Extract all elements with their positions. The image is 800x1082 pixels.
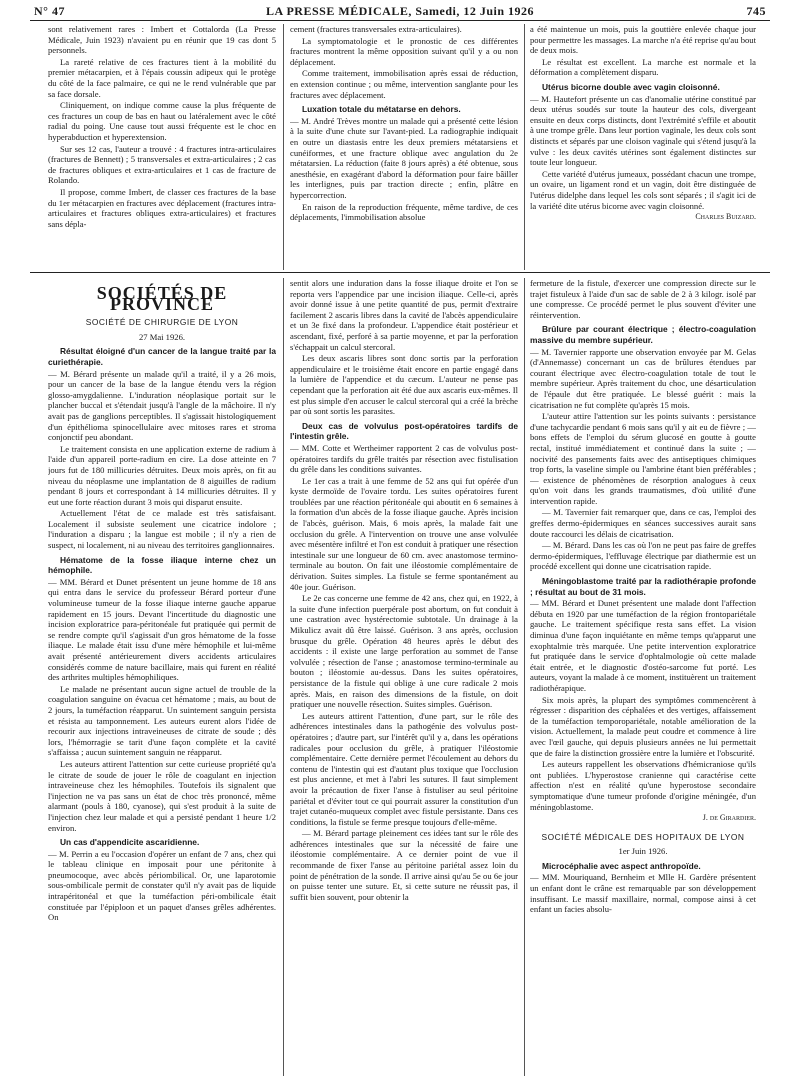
- paragraph: — M. André Trèves montre un malade qui a présenté cette lésion à la suite d'une chute sur l'avant-pied. La radiographie indiquait en outre un diastasis entre les deux premiers métatarsiens et cunéiformes, et une fracture oblique avec angulation du 2e métatarsien. La réduction (faite 8 jours après) a été obtenue, sous anesthésie, en exagérant d'abord la déformation pour faire bâiller les interlignes, puis par traction directe ; enfin, plâtre en hypercorrection.: [290, 115, 518, 200]
- article-heading: Résultat éloigné d'un cancer de la langue traité par la curiethérapie.: [48, 346, 276, 367]
- paragraph: fermeture de la fistule, d'exercer une compression directe sur le trajet fistuleux à l'aide d'un sac de sable de 2 à 3 kilogr. isolé par une compresse. Ce procédé permet le plus souvent d'éviter une réintervention.: [530, 278, 756, 320]
- page-number: 745: [746, 4, 766, 18]
- paragraph: — MM. Bérard et Dunet présentent un jeune homme de 18 ans qui entra dans le service du professeur Bérard porteur d'une volumineuse tumeur de la fosse iliaque interne gauche apparue rapidement en 15 jours. Devant l'incertitude du diagnostic une incision exploratrice para-péritonéale fut pratiquée qui permit de se rendre compte qu'il s'agissait d'un gros hématome de la fosse iliaque. Le malade était issu d'une mère hémophile et lui-même avait présenté antérieurement divers accidents articulaires considérés comme de nature bacillaire, mais qui furent en réalité des arthrites multiples hémophiliques.: [48, 576, 276, 683]
- paragraph: — MM. Cotte et Wertheimer rapportent 2 cas de volvulus post-opératoires tardifs du grêle traités par résection avec fistulisation du grêle dans les conditions suivantes.: [290, 442, 518, 475]
- article-heading: Microcéphalie avec aspect anthropoïde.: [542, 860, 701, 871]
- paragraph: — M. Perrin a eu l'occasion d'opérer un enfant de 7 ans, chez qui le tableau clinique en imposait pour une péritonite à pneumocoque, avec abcès périombilical. Or, une laparotomie sous-ombilicale permit de constater qu'il n'y avait pas de liquide intrapéritonéal et que la tuméfaction péri-ombilicale était constituée par l'épiploon et un paquet d'anses grêles adhérentes. On: [48, 848, 276, 923]
- society-title: SOCIÉTÉ MÉDICALE DES HOPITAUX DE LYON: [541, 831, 745, 842]
- paragraph: — M. Tavernier rapporte une observation envoyée par M. Gelas (d'Annemasse) concernant un cas de brûlures étendues par courant électrique avec électro-coagulation totale de tout le membre supérieur. Après traitement du choc, une désarticulation de l'épaule dut être pratiquée. Le blessé guérit : mais la cicatrisation ne fut complète qu'après 15 mois.: [530, 346, 756, 410]
- paragraph: Il propose, comme Imbert, de classer ces fractures de la base du 1er métacarpien en fractures avec déplacement (fractures intra-articulaires et fractures obliques extra-articulaires) et fractures sans dépla-: [48, 186, 276, 229]
- paragraph: Comme traitement, immobilisation après essai de réduction, en extension continue ; ou même, intervention sanglante pour les fractures avec déplacement.: [290, 68, 518, 100]
- paragraph: Le traitement consista en une application externe de radium à l'aide d'un appareil porte-radium en cire. La dose atteinte en 7 jours fut de 180 millicuries détruites. Deux mois après, on fit au niveau du néoplasme une implantation de 8 aiguilles de radium pendant 8 jours et correspondant à 14 millicuries détruites. Il y eut une forte réaction durant 3 mois qui disparut ensuite.: [48, 443, 276, 507]
- bottom-column-1: [48, 278, 276, 1076]
- paragraph: — MM. Bérard et Dunet présentent une malade dont l'affection débuta en 1920 par une tuméfaction de la région frontopariétale gauche. Le traitement spécifique resta sans effet. La vision diminua d'une façon inquiétante en même temps qu'apparut une exophtalmie très marquée. Une petite intervention exploratrice fut pratiquée dans le service d'ophtalmologie où cette malade était entrée, et le diagnostic d'ostéo-sarcome fut porté. Les auteurs, voyant la malade à ce moment, instituèrent un traitement radiothérapique.: [530, 598, 756, 693]
- paragraph: La symptomatologie et le pronostic de ces différentes fractures montrent la même opposition suivant qu'il y a ou non déplacement.: [290, 35, 518, 67]
- paragraph: En raison de la reproduction fréquente, même tardive, de ces déplacements, l'immobilisation absolue: [290, 201, 518, 223]
- paragraph: Les auteurs attirent l'attention, d'une part, sur le rôle des adhérences intestinales dans la pathogénie des volvulus post-opératoires ; d'autre part, sur l'intérêt qu'il y a, dans les opérations radicales pour occlusion du grêle, à pratiquer l'iléostomie complémentaire. Cette dernière permet l'écoulement au dehors du contenu de l'intestin qui est d'autant plus toxique que l'occlusion est plus ancienne, et met à l'abri les sutures. Il faut simplement avoir la précaution de fixer l'anse à fistuliser au seul péritoine pariétal et d'éviter tout ce qui pourrait assurer la constitution d'un trajet cutanéo-muqueux complet avec fistule persistante. Dans ces conditions, la fistule se ferme presque toujours d'elle-même.: [290, 710, 518, 827]
- paragraph: — MM. Mouriquand, Bernheim et Mlle H. Gardère présentent un enfant dont le crâne est remarquable par son développement insuffisant. Le massif maxillaire, normal, compose ainsi à cet enfant un facies absolu-: [530, 872, 756, 915]
- top-column-2: [290, 24, 518, 272]
- article-heading: Deux cas de volvulus post-opératoires tardifs de l'intestin grêle.: [290, 420, 518, 442]
- article-heading: Brûlure par courant électrique ; électro-coagulation massive du membre supérieur.: [530, 324, 756, 345]
- paragraph: sont relativement rares : Imbert et Cottalorda (La Presse Médicale, Juin 1923) n'avaient pu en réunir que 19 cas dont 5 personnels.: [48, 24, 276, 56]
- article-heading: Hématome de la fosse iliaque interne chez un hémophile.: [48, 554, 276, 576]
- author-signature: J. de Girardier.: [702, 813, 756, 823]
- bottom-column-2: [290, 278, 518, 1076]
- article-heading: Un cas d'appendicite ascaridienne.: [60, 837, 200, 848]
- paragraph: — M. Bérard partage pleinement ces idées tant sur le rôle des adhérences intestinales que sur la nécessité de faire une iléostomie complémentaire. A ce dernier point de vue il recommande de fixer l'anse au péritoine pariétal assez loin du point de pénétration de la sonde. Il arrive ainsi qu'au 5e ou 6e jour on puisse tenter une suture. Et, si cette suture ne réussit pas, il suffit bien souvent, pour obtenir la: [290, 828, 518, 902]
- paragraph: Six mois après, la plupart des symptômes commencèrent à régresser : disparition des céphalées et des vertiges, affaissement de la tuméfaction temporopariétale, notable amélioration de la vision. Actuellement, la malade peut coudre et commence à lire avec l'œil gauche, qui depuis plusieurs années ne lui permettait que de faire la distinction grossière entre la lumière et l'obscurité.: [530, 694, 756, 758]
- paragraph: Le malade ne présentant aucun signe actuel de trouble de la coagulation sanguine on évacua cet hématome ; mais, au bout de 2 jours, la tuméfaction réapparut. Un suintement sanguin persista et résista au tamponnement. Les auteurs eurent alors l'idée de recourir aux injections intraveineuses de citrate de soude ; dès lors, l'hémorragie se tarit d'une façon complète et la cavité s'affaissa ; aucun suintement sanguin ne réapparut.: [48, 683, 276, 758]
- paragraph: La rareté relative de ces fractures tient à la mobilité du premier métacarpien, et à l'épais coussin adipeux qui le protège du côté de la face palmaire, ce qui ne le rend vulnérable que par sa face dorsale.: [48, 56, 276, 99]
- paragraph: Sur ses 12 cas, l'auteur a trouvé : 4 fractures intra-articulaires (fractures de Bennett) ; 5 transversales et extra-articulaires ; 2 cas de fractures obliques et extra-articulaires et 1 cas de fracture de Rolando.: [48, 143, 276, 186]
- journal-title: LA PRESSE MÉDICALE, Samedi, 12 Juin 1926: [265, 4, 535, 18]
- bottom-column-3: [530, 278, 756, 1076]
- session-date: 27 Mai 1926.: [138, 331, 186, 342]
- section-rule: [30, 272, 770, 273]
- paragraph: Cliniquement, on indique comme cause la plus fréquente de ces fractures un coup de bas en haut ou latéralement avec le côté radial du poing. Une cause tout aussi fréquente est le choc en hyperabduction et hyperextension.: [48, 100, 276, 142]
- paragraph: Les auteurs attirent l'attention sur cette curieuse propriété qu'a le citrate de soude de jouer le rôle de coagulant en injection intraveineuse chez les hémophiles. Toutefois ils signalent que l'injection ne va pas sans un état de choc très prononcé, même alarmant (pouls à 180, cyanose), qui s'est produit à la suite de l'injection chez leur malade et qui a persisté pendant 1 heure 1/2 environ.: [48, 758, 276, 833]
- section-title: SOCIÉTÉS DE PROVINCE: [96, 283, 228, 314]
- paragraph: Les deux ascaris libres sont donc sortis par la perforation appendiculaire et le troisième était encore en partie engagé dans la lumière de l'appendice et du cæcum. L'auteur ne pense pas cependant que la perforation ait été due aux ascaris eux-mêmes. Il est plus simple d'en accuser le calcul stercoral qui a créé la brèche par où sont sortis les parasites.: [290, 353, 518, 417]
- issue-number: N° 47: [34, 4, 65, 18]
- paragraph: Le résultat est excellent. La marche est normale et la déformation a complètement disparu.: [530, 56, 756, 78]
- page-header: [30, 4, 770, 20]
- author-signature: Charles Buizard.: [695, 212, 756, 222]
- paragraph: a été maintenue un mois, puis la gouttière enlevée chaque jour pour permettre les massages. La marche n'a été reprise qu'au bout de deux mois.: [530, 24, 756, 56]
- column-divider: [283, 278, 284, 1076]
- paragraph: Cette variété d'utérus jumeaux, possédant chacun une trompe, un ovaire, un ligament rond et un vagin, doit être distinguée de l'utérus didelphe dans lequel les cols sont séparés ; il s'agit ici de la variété dite utérus bicorne avec vagin cloisonné.: [530, 168, 756, 211]
- top-column-1: [48, 24, 276, 272]
- article-heading: Méningoblastome traité par la radiothérapie profonde ; résultat au bout de 31 mois.: [530, 576, 756, 597]
- column-divider: [524, 24, 525, 270]
- paragraph: L'auteur attire l'attention sur les points suivants : persistance d'une tachycardie pendant 6 mois sans qu'il y ait eu de fièvre ; — bons effets de l'emploi du sérum glucosé en goutte à goutte rectal, institué immédiatement et continué dans la suite ; — nocivité des pansements faits avec des antiseptiques chimiques trop forts, la vaseline simple ou l'ambrine étant bien préférables ; — existence de phénomènes de résorption analogues à ceux qu'on voit dans les grands traumatismes, d'où utilité d'une intervention rapide.: [530, 411, 756, 506]
- paragraph: Le 1er cas a trait à une femme de 52 ans qui fut opérée d'un kyste dermoïde de l'ovaire tordu. Les suites opératoires furent troublées par une réaction péritonéale qui aboutit en 6 semaines à la formation d'un abcès de la fosse iliaque gauche. Après incision de l'abcès, guérison. Mais, 6 mois après, la malade fait une occlusion du grêle. A l'intervention on trouve une anse volvulée avec mésentère infiltré et l'on est conduit à pratiquer une résection intestinale sur une longueur de 60 cm. avec anastomose termino-terminale au bouton. On fait une iléostomie complémentaire de dérivation. Suites simples. La fistule se ferme spontanément au 40e jour. Guérison.: [290, 475, 518, 592]
- article-heading: Utérus bicorne double avec vagin cloisonné.: [542, 81, 720, 92]
- article-heading: Luxation totale du métatarse en dehors.: [302, 104, 461, 115]
- paragraph: cement (fractures transversales extra-articulaires).: [290, 24, 462, 34]
- column-divider: [524, 278, 525, 1076]
- paragraph: — M. Tavernier fait remarquer que, dans ce cas, l'emploi des greffes dermo-épidermiques en séances successives aurait sans doute raccourci les délais de cicatrisation.: [530, 507, 756, 539]
- paragraph: sentit alors une induration dans la fosse iliaque droite et l'on se reporta vers l'appendice par une incision iliaque. Celle-ci, après avoir donné issue à une petite quantité de pus, permit d'extraire facilement 2 ascaris libres dans la cavité de l'abcès appendiculaire et un 3e fixé dans la profondeur. L'appendice était postérieur et ascendant, fixé, perforé à sa partie moyenne, et par la perforation s'échappait un calcul stercoral.: [290, 278, 518, 352]
- header-rule: [30, 20, 770, 21]
- society-title: SOCIÉTÉ DE CHIRURGIE DE LYON: [85, 317, 239, 328]
- paragraph: Actuellement l'état de ce malade est très satisfaisant. Localement il subsiste seulement une cicatrice indolore ; l'induration a disparu ; la langue est mobile ; il n'y a rien de suspect, ni localement, ni au niveau des territoires ganglionnaires.: [48, 508, 276, 551]
- paragraph: — M. Hautefort présente un cas d'anomalie utérine constitué par deux utérus soudés sur toute la hauteur des cols, divergeant ensuite en deux corps distincts, dont l'extrémité s'effile et aboutit à une trompe grêle. Dans leur portion vaginale, les deux cols sont distincts et séparés par une cloison vaginale qui s'étend jusqu'à la vulve : les deux cavités utérines sont également distinctes sur toute leur longueur.: [530, 93, 756, 168]
- paragraph: — M. Bérard présente un malade qu'il a traité, il y a 26 mois, pour un cancer de la base de la langue étendu vers la région glosso-amygdalienne. L'induration néoplasique portait sur le plancher buccal et s'étendait jusqu'à l'angle de la mâchoire. Il n'y avait pas de ganglions perceptibles. Il s'agissait histologiquement d'un épithélioma spinocellulaire avec mitoses rares et stroma conjonctif peu abondant.: [48, 368, 276, 443]
- paragraph: — M. Bérard. Dans les cas où l'on ne peut pas faire de greffes dermo-épidermiques, l'effluvage électrique par diathermie est un procédé excellent qui donne une cicatrisation rapide.: [530, 540, 756, 572]
- session-date: 1er Juin 1926.: [618, 846, 668, 857]
- column-divider: [283, 24, 284, 270]
- paragraph: Le 2e cas concerne une femme de 42 ans, chez qui, en 1922, à la suite d'une infection puerpérale post abortum, on fut conduit à une castration avec hystérectomie subtotale. Un drainage à la Mikulicz avait dû être laissé. Guérison. 3 ans après, occlusion brusque du grêle. Opération 48 heures après le début des accidents : il existe une large perforation au sommet de l'anse volvulée ; résection de l'anse ; anastomose termino-terminale au bouton ; iléostomie au-dessus. Dans les suites opératoires, persistance de la fistule qui oblige à une cure radicale 2 mois après. Mais, en raison des dimensions de la fistule, on doit pratiquer une nouvelle résection. Suites simples. Guérison.: [290, 593, 518, 710]
- paragraph: Les auteurs rappellent les observations d'hémicraniose qu'ils ont publiées. L'hyperostose cranienne qui caractérise cette affection n'est en réalité qu'une hyperostose secondaire symptomatique d'une tumeur profonde d'origine méningée, d'un méningoblastome.: [530, 759, 756, 812]
- top-column-3: [530, 24, 756, 272]
